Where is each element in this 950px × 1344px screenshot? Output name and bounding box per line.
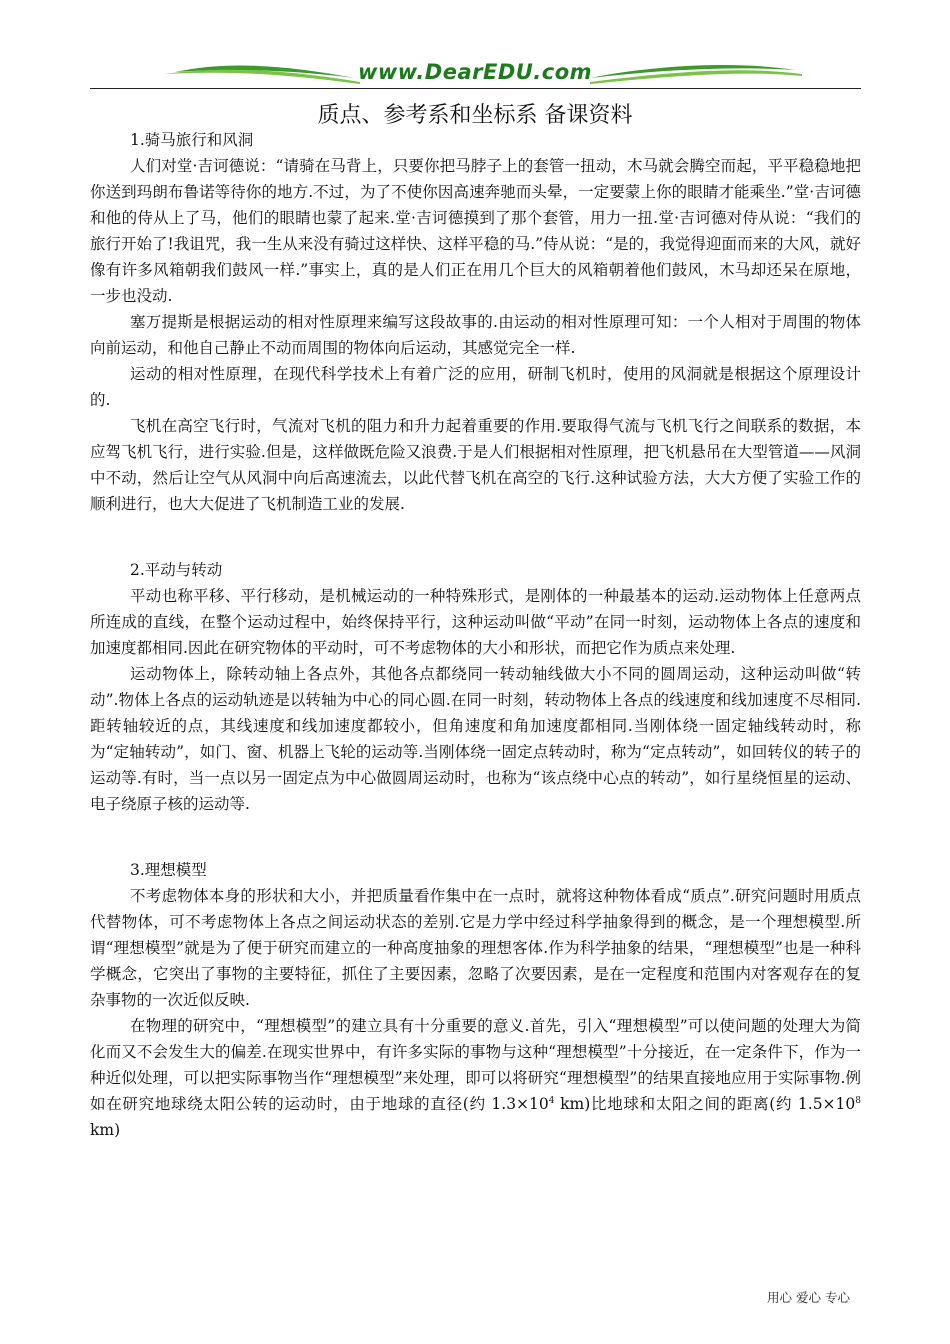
- document-body: [90, 127, 861, 1143]
- paragraph: 飞机在高空飞行时，气流对飞机的阻力和升力起着重要的作用.要取得气流与飞机飞行之间联系的数据，本应驾飞机飞行，进行实验.但是，这样做既危险又浪费.于是人们根据相对性原理，把飞机悬吊在大型管道——风洞中不动，然后让空气从风洞中向后高速流去，以此代替飞机在高空的飞行.这种试验方法，大大方便了实验工作的顺利进行，也大大促进了飞机制造工业的发展.: [90, 417, 861, 513]
- text-run: 在物理的研究中，“理想模型”的建立具有十分重要的意义.首先，引入“理想模型”可以使问题的处理大为简化而又不会发生大的偏差.在现实世界中，有许多实际的事物与这种“理想模型”十分接近，在一定条件下，作为一种近似处理，可以把实际事物当作“理想模型”来处理，即可以将研究“理想模型”的结果直接地应用于实际事物.例如在研究地球绕太阳公转的运动时，由于地球的直径(约 1.3×10: [90, 1017, 861, 1113]
- section-heading: 2.平动与转动: [130, 561, 223, 579]
- section-gap: [90, 817, 861, 857]
- exponent: 4: [548, 1095, 555, 1106]
- document-title: 质点、参考系和坐标系 备课资料: [317, 103, 633, 128]
- paragraph-with-exponents: [90, 1013, 861, 1143]
- site-header: [90, 56, 860, 90]
- header-rule: [90, 88, 861, 89]
- page-footer: 用心 爱心 专心: [767, 1290, 850, 1305]
- paragraph: 人们对堂·吉诃德说：“请骑在马背上，只要你把马脖子上的套管一扭动，木马就会腾空而起，平平稳稳地把你送到玛朗布鲁诺等待你的地方.不过，为了不使你因高速奔驰而头晕，一定要蒙上你的眼睛才能乘坐.”堂·吉诃德和他的侍从上了马，他们的眼睛也蒙了起来.堂·吉诃德摸到了那个套管，用力一扭.堂·吉诃德对侍从说：“我们的旅行开始了!我诅咒，我一生从来没有骑过这样快、这样平稳的马.”侍从说：“是的，我觉得迎面而来的大风，就好像有许多风箱朝我们鼓风一样.”事实上，真的是人们正在用几个巨大的风箱朝着他们鼓风，木马却还呆在原地，一步也没动.: [90, 157, 862, 305]
- text-run: km)比地球和太阳之间的距离(约 1.5×10: [554, 1095, 856, 1113]
- section-gap: [90, 517, 861, 557]
- paragraph: 平动也称平移、平行移动，是机械运动的一种特殊形式，是刚体的一种最基本的运动.运动物体上任意两点所连成的直线，在整个运动过程中，始终保持平行，这种运动叫做“平动”在同一时刻，运动物体上各点的速度和加速度都相同.因此在研究物体的平动时，可不考虑物体的大小和形状，而把它作为质点来处理.: [90, 587, 861, 657]
- text-run: km): [90, 1121, 121, 1139]
- section-heading: 1.骑马旅行和风洞: [130, 131, 254, 149]
- paragraph: 运动的相对性原理，在现代科学技术上有着广泛的应用，研制飞机时，使用的风洞就是根据这个原理设计的.: [90, 365, 861, 409]
- paragraph: 不考虑物体本身的形状和大小，并把质量看作集中在一点时，就将这种物体看成“质点”.研究问题时用质点代替物体，可不考虑物体上各点之间运动状态的差别.它是力学中经过科学抽象得到的概念，是一个理想模型.所谓“理想模型”就是为了便于研究而建立的一种高度抽象的理想客体.作为科学抽象的结果，“理想模型”也是一种科学概念，它突出了事物的主要特征，抓住了主要因素，忽略了次要因素，是在一定程度和范围内对客观存在的复杂事物的一次近似反映.: [90, 887, 861, 1009]
- paragraph: 塞万提斯是根据运动的相对性原理来编写这段故事的.由运动的相对性原理可知：一个人相对于周围的物体向前运动，和他自己静止不动而周围的物体向后运动，其感觉完全一样.: [90, 313, 861, 357]
- paragraph: 运动物体上，除转动轴上各点外，其他各点都绕同一转动轴线做大小不同的圆周运动，这种运动叫做“转动”.物体上各点的运动轨迹是以转轴为中心的同心圆.在同一时刻，转动物体上各点的线速度和线加速度不尽相同.距转轴较近的点，其线速度和线加速度都较小，但角速度和角加速度都相同.当刚体绕一固定轴线转动时，称为“定轴转动”，如门、窗、机器上飞轮的运动等.当刚体绕一固定点转动时，称为“定点转动”，如回转仪的转子的运动等.有时，当一点以另一固定点为中心做圆周运动时，也称为“该点绕中心点的转动”，如行星绕恒星的运动、电子绕原子核的运动等.: [90, 665, 861, 813]
- section-heading: 3.理想模型: [130, 861, 207, 879]
- exponent: 8: [855, 1095, 861, 1106]
- site-logo[interactable]: www.DearEDU.com: [357, 60, 593, 84]
